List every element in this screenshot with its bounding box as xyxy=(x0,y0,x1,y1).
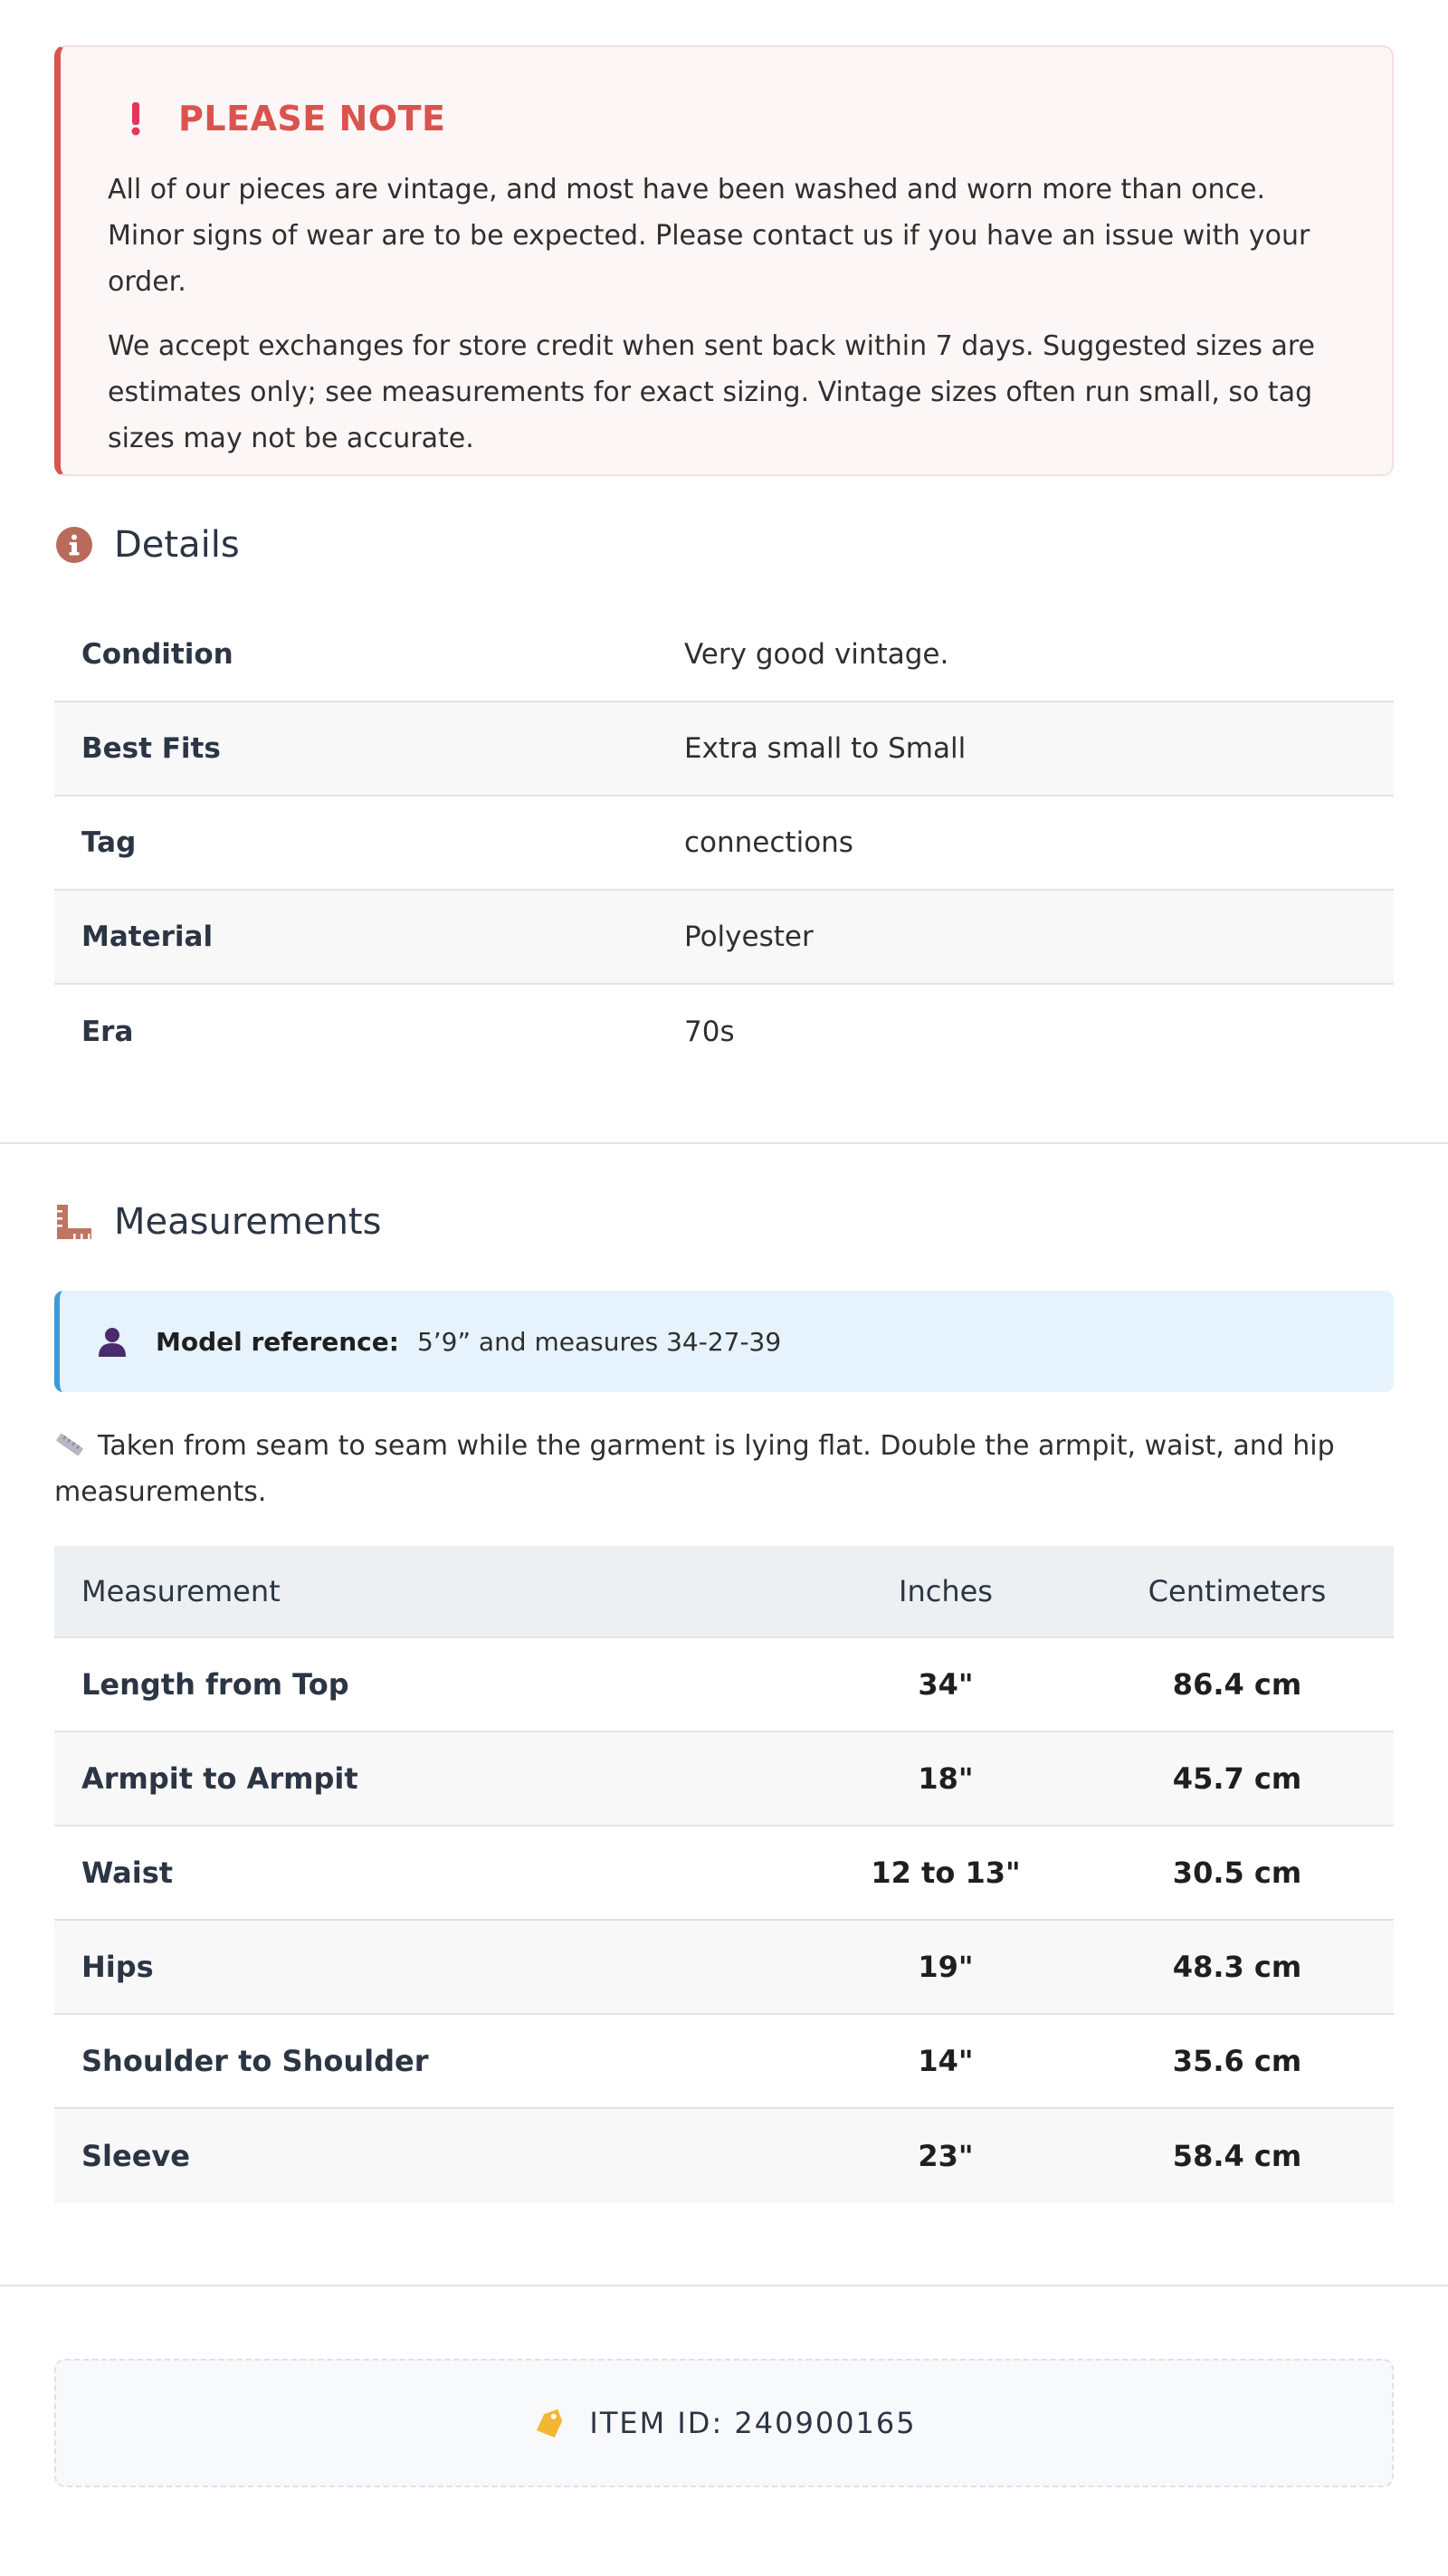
details-section xyxy=(54,518,1394,1079)
info-icon xyxy=(54,525,94,565)
measurement-inches: 12 to 13" xyxy=(871,1856,1021,1890)
measurement-cm: 86.4 cm xyxy=(1172,1667,1302,1702)
detail-key: Material xyxy=(81,921,214,953)
measurement-inches: 23" xyxy=(918,2139,974,2173)
table-row xyxy=(54,608,1394,702)
notice-header xyxy=(108,94,1345,143)
detail-key: Best Fits xyxy=(81,732,221,765)
measurement-cm: 35.6 cm xyxy=(1172,2044,1302,2078)
section-divider xyxy=(0,2285,1448,2286)
detail-key: Condition xyxy=(81,638,233,671)
table-row xyxy=(54,1827,1394,1921)
table-row xyxy=(54,797,1394,891)
ruler-icon xyxy=(54,1202,94,1242)
measurement-cm: 45.7 cm xyxy=(1172,1761,1302,1796)
section-divider xyxy=(0,1142,1448,1144)
measurement-name: Sleeve xyxy=(81,2139,190,2173)
model-reference-label: Model reference: xyxy=(156,1326,399,1357)
table-row xyxy=(54,1921,1394,2015)
detail-value: Extra small to Small xyxy=(684,732,967,765)
measurement-note-text: Taken from seam to seam while the garment is lying flat. Double the armpit, waist, and hip measurements. xyxy=(54,1430,1335,1508)
measurement-inches: 14" xyxy=(918,2044,974,2078)
measurements-table xyxy=(54,1546,1394,2203)
exclamation-icon xyxy=(122,98,149,139)
detail-value: Polyester xyxy=(684,921,814,953)
table-row xyxy=(54,1638,1394,1732)
tag-icon xyxy=(531,2405,567,2441)
measurement-cm: 30.5 cm xyxy=(1172,1856,1302,1890)
measurement-name: Hips xyxy=(81,1950,154,1984)
item-id-box xyxy=(54,2359,1394,2487)
notice-title: PLEASE NOTE xyxy=(178,99,446,138)
table-row xyxy=(54,2015,1394,2109)
table-row xyxy=(54,702,1394,797)
measurement-cm: 48.3 cm xyxy=(1172,1950,1302,1984)
item-id-text: ITEM ID: 240900165 xyxy=(589,2406,917,2440)
details-heading-row xyxy=(54,518,1394,572)
measurement-inches: 19" xyxy=(918,1950,974,1984)
person-icon xyxy=(94,1323,130,1360)
detail-value: 70s xyxy=(684,1016,735,1048)
measurement-inches: 34" xyxy=(918,1667,974,1702)
measurement-name: Length from Top xyxy=(81,1667,349,1702)
column-header-centimeters: Centimeters xyxy=(1148,1574,1327,1608)
measurement-name: Waist xyxy=(81,1856,174,1890)
detail-value: connections xyxy=(684,826,853,859)
details-heading: Details xyxy=(114,524,240,566)
model-reference-box xyxy=(54,1291,1394,1392)
table-header xyxy=(54,1546,1394,1638)
notice-paragraph-2: We accept exchanges for store credit when sent back within 7 days. Suggested sizes are estimates only; see measurements for exact sizing. Vintage sizes often run small, so tag sizes may not be accurate. xyxy=(108,330,1316,454)
table-row xyxy=(54,2109,1394,2203)
measurements-heading: Measurements xyxy=(114,1201,382,1243)
table-row xyxy=(54,891,1394,985)
measurements-section xyxy=(54,1195,1394,2203)
notice-box xyxy=(54,45,1394,476)
table-row xyxy=(54,985,1394,1079)
detail-value: Very good vintage. xyxy=(684,638,949,671)
measurements-heading-row xyxy=(54,1195,1394,1249)
detail-key: Era xyxy=(81,1016,134,1048)
measurement-inches: 18" xyxy=(918,1761,974,1796)
table-row xyxy=(54,1732,1394,1827)
measurement-cm: 58.4 cm xyxy=(1172,2139,1302,2173)
measurement-name: Shoulder to Shoulder xyxy=(81,2044,429,2078)
measurement-name: Armpit to Armpit xyxy=(81,1761,358,1796)
model-reference-value: 5’9” and measures 34-27-39 xyxy=(416,1326,782,1357)
notice-paragraph-1: All of our pieces are vintage, and most have been washed and worn more than once. Minor signs of wear are to be expected. Please contact us if you have an issue with your order. xyxy=(108,174,1310,298)
column-header-measurement: Measurement xyxy=(81,1574,281,1608)
details-table xyxy=(54,608,1394,1079)
detail-key: Tag xyxy=(81,826,137,859)
ruler-pencil-icon xyxy=(54,1426,85,1451)
column-header-inches: Inches xyxy=(899,1574,993,1608)
measurement-note xyxy=(54,1423,1394,1515)
